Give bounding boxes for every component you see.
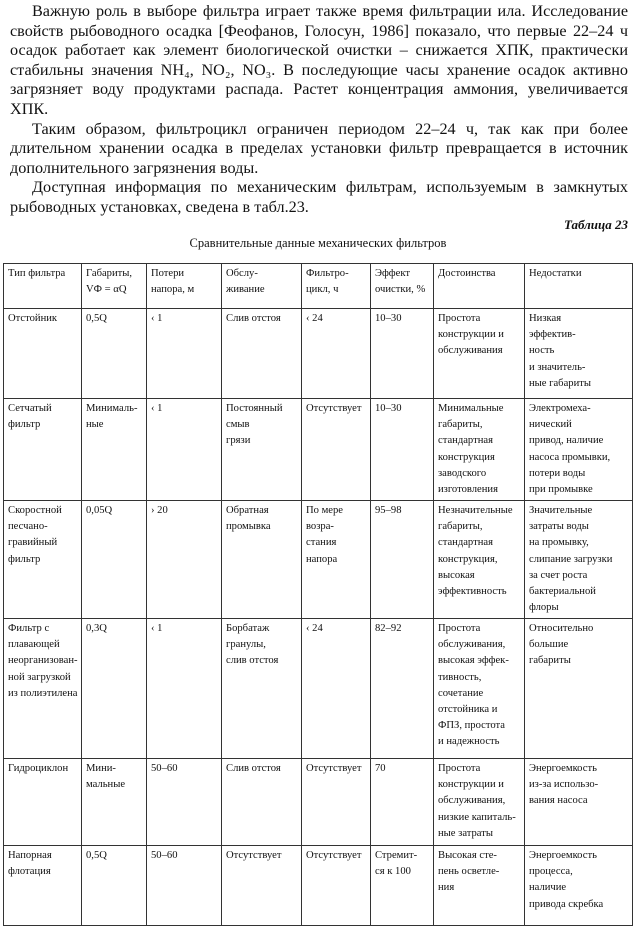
cell-head-loss: › 20 bbox=[147, 501, 222, 619]
cell-filter-type: Фильтр с плавающей неорганизован- ной загрузкой из полиэтилена bbox=[4, 619, 82, 759]
cell-advantages: Высокая сте- пень осветле- ния bbox=[434, 846, 525, 926]
cell-advantages: Простота конструкции и обслуживания bbox=[434, 309, 525, 399]
cell-head-loss: ‹ 1 bbox=[147, 619, 222, 759]
paragraph-table-reference: Доступная информация по механическим фильтрам, используемым в замкнутых рыбоводных установках, сведена в табл.23. bbox=[10, 178, 628, 216]
cell-filter-type: Гидроциклон bbox=[4, 759, 82, 846]
cell-size: Мини- мальные bbox=[82, 759, 147, 846]
cell-size: 0,5Q bbox=[82, 309, 147, 399]
paragraph-filter-cycle: Таким образом, фильтроцикл ограничен периодом 22–24 ч, так как при более длительном хранении осадка в пределах установки фильтр превращается в источник дополнительного загрязнения воды. bbox=[10, 119, 628, 177]
cell-service: Слив отстоя bbox=[222, 759, 302, 846]
cell-efficiency: Стремит- ся к 100 bbox=[371, 846, 434, 926]
table-title: Сравнительные данные механических фильтров bbox=[189, 236, 447, 250]
table-row bbox=[4, 759, 633, 846]
cell-service: Обратная промывка bbox=[222, 501, 302, 619]
header-head-loss: Потери напора, м bbox=[147, 264, 222, 309]
cell-size: 0,05Q bbox=[82, 501, 147, 619]
table-row bbox=[4, 619, 633, 759]
cell-service: Постоянный смыв грязи bbox=[222, 399, 302, 501]
header-size: Габариты, VФ = αQ bbox=[82, 264, 147, 309]
body-text bbox=[10, 2, 628, 218]
cell-disadvantages: Значительные затраты воды на промывку, слипание загрузки за счет роста бактериальной флоры bbox=[525, 501, 633, 619]
cell-filter-cycle: ‹ 24 bbox=[302, 309, 371, 399]
header-filter-cycle: Фильтро- цикл, ч bbox=[302, 264, 371, 309]
cell-efficiency: 70 bbox=[371, 759, 434, 846]
cell-disadvantages: Энергоемкость из-за использо- вания насоса bbox=[525, 759, 633, 846]
table-header-row bbox=[4, 264, 633, 309]
table-row bbox=[4, 399, 633, 501]
paragraph-filtration-time: Важную роль в выборе фильтра играет также время фильтрации ила. Исследование свойств рыбоводного осадка [Феофанов, Голосун, 1986] показало, что первые 22–24 ч осадок работает как элемент биологической очистки – снижается ХПК, практически стабильны значения NH₄, NO₂, NO₃. В последующие часы хранение осадок активно загрязняет воду продуктами распада. Растет концентрация аммония, увеличивается ХПК. bbox=[10, 2, 628, 118]
cell-advantages: Минимальные габариты, стандартная конструкция заводского изготовления bbox=[434, 399, 525, 501]
filters-comparison-table bbox=[3, 263, 633, 926]
cell-disadvantages: Энергоемкость процесса, наличие привода скребка bbox=[525, 846, 633, 926]
cell-efficiency: 82–92 bbox=[371, 619, 434, 759]
cell-advantages: Незначительные габариты, стандартная конструкция, высокая эффективность bbox=[434, 501, 525, 619]
cell-size: Минималь- ные bbox=[82, 399, 147, 501]
table-number: Таблица 23 bbox=[563, 217, 628, 232]
table-row bbox=[4, 501, 633, 619]
header-disadvantages: Недостатки bbox=[525, 264, 633, 309]
cell-service: Слив отстоя bbox=[222, 309, 302, 399]
cell-filter-cycle: По мере возра- стания напора bbox=[302, 501, 371, 619]
header-service: Обслу- живание bbox=[222, 264, 302, 309]
cell-head-loss: 50–60 bbox=[147, 846, 222, 926]
table-row bbox=[4, 846, 633, 926]
cell-filter-cycle: ‹ 24 bbox=[302, 619, 371, 759]
cell-service: Отсутствует bbox=[222, 846, 302, 926]
cell-disadvantages: Относительно большие габариты bbox=[525, 619, 633, 759]
cell-size: 0,3Q bbox=[82, 619, 147, 759]
cell-service: Борбатаж гранулы, слив отстоя bbox=[222, 619, 302, 759]
cell-filter-type: Скоростной песчано- гравийный фильтр bbox=[4, 501, 82, 619]
cell-disadvantages: Низкая эффектив- ность и значитель- ные габариты bbox=[525, 309, 633, 399]
cell-filter-cycle: Отсутствует bbox=[302, 399, 371, 501]
cell-head-loss: 50–60 bbox=[147, 759, 222, 846]
header-efficiency: Эффект очистки, % bbox=[371, 264, 434, 309]
cell-filter-type: Сетчатый фильтр bbox=[4, 399, 82, 501]
cell-size: 0,5Q bbox=[82, 846, 147, 926]
cell-efficiency: 10–30 bbox=[371, 309, 434, 399]
cell-filter-cycle: Отсутствует bbox=[302, 846, 371, 926]
cell-efficiency: 10–30 bbox=[371, 399, 434, 501]
cell-disadvantages: Электромеха- нический привод, наличие насоса промывки, потери воды при промывке bbox=[525, 399, 633, 501]
cell-advantages: Простота обслуживания, высокая эффек- тивность, сочетание отстойника и ФПЗ, простота и надежность bbox=[434, 619, 525, 759]
cell-filter-type: Отстойник bbox=[4, 309, 82, 399]
cell-head-loss: ‹ 1 bbox=[147, 309, 222, 399]
cell-filter-type: Напорная флотация bbox=[4, 846, 82, 926]
cell-filter-cycle: Отсутствует bbox=[302, 759, 371, 846]
table-row bbox=[4, 309, 633, 399]
header-filter-type: Тип фильтра bbox=[4, 264, 82, 309]
cell-efficiency: 95–98 bbox=[371, 501, 434, 619]
cell-head-loss: ‹ 1 bbox=[147, 399, 222, 501]
cell-advantages: Простота конструкции и обслуживания, низкие капиталь- ные затраты bbox=[434, 759, 525, 846]
header-advantages: Достоинства bbox=[434, 264, 525, 309]
